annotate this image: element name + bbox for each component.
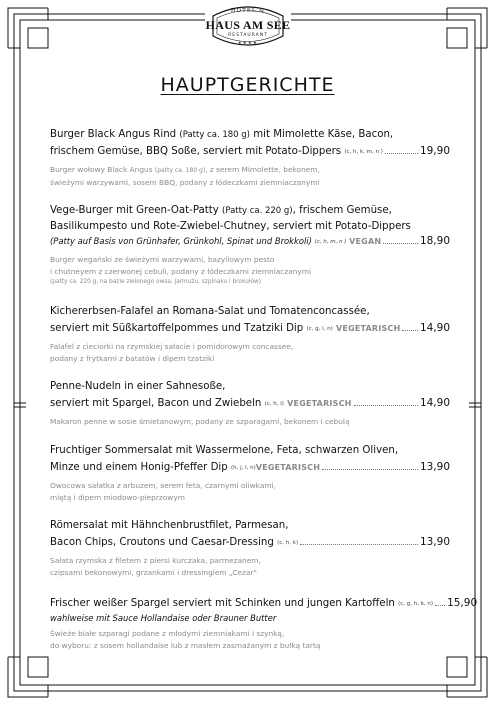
diet-tag: VEGETARISCH — [336, 324, 401, 333]
logo-brand-name: HAUS AM SEE — [205, 18, 291, 32]
item-price-line: (Patty auf Basis von Grünhafer, Grünkohl, Spinat und Brokkoli) (c, h, m, n ) VEGAN 18,90 — [50, 235, 450, 247]
menu-item-summer-salad — [50, 443, 450, 503]
diet-tag: VEGETARISCH — [287, 399, 352, 408]
item-price-line: Frischer weißer Spargel serviert mit Schinken und jungen Kartoffeln (c, g, h, k, n) 15,90 — [50, 597, 478, 609]
item-line-1: Burger Black Angus Rind (Patty ca. 180 g) mit Mimolette Käse, Bacon, — [50, 129, 394, 140]
item-price-line: serviert mit Süßkartoffelpommes und Tzatziki Dip (c, g, l, n) VEGETARISCH 14,90 — [50, 322, 450, 334]
item-line-2: Basilikumpesto und Rote-Zwiebel-Chutney, serviert mit Potato-Dippers — [50, 221, 411, 232]
polish-description: Falafel z cieciorki na rzymskiej sałacie i pomidorowym concassee, — [50, 342, 294, 351]
diet-tag: VEGETARISCH — [255, 463, 321, 472]
item-line-1: Fruchtiger Sommersalat mit Wassermelone, Feta, schwarzen Oliven, — [50, 445, 399, 456]
allergen-codes: (c, h, k, m, n ) — [344, 149, 383, 155]
item-price: 14,90 — [419, 322, 450, 334]
allergen-codes: (c, h, i) — [264, 401, 284, 407]
restaurant-logo — [205, 2, 291, 52]
menu-item-burger-angus — [50, 127, 450, 188]
page-title — [0, 74, 495, 96]
item-line-1: Vege-Burger mit Green-Oat-Patty (Patty ca. 220 g), frischem Gemüse, — [50, 205, 392, 216]
allergen-codes: (c, g, h, k, n) — [398, 601, 434, 607]
diet-tag: VEGAN — [349, 237, 382, 246]
polish-description: Owocowa sałatka z arbuzem, serem feta, czarnymi oliwkami, — [50, 481, 276, 490]
polish-description-2: i chutneyem z czerwonej cebuli, podany z łódeczkami ziemniaczanymi — [50, 266, 312, 276]
polish-description-3: (patty ca. 220 g, na bazie zielonego owsa, jarmużu, szpinaku i brokułów) — [50, 279, 262, 285]
item-price: 19,90 — [419, 145, 450, 157]
item-price: 15,90 — [447, 597, 478, 609]
item-price: 13,90 — [419, 461, 450, 473]
polish-description: Sałata rzymska z filetem z piersi kurczaka, parmezanem, — [50, 556, 261, 565]
item-price-line: Bacon Chips, Croutons und Caesar-Dressing (c, h, k) 13,90 — [50, 536, 450, 548]
polish-description: Burger wołowy Black Angus (patty ca. 180 g), z serem Mimolette, bekonem, — [50, 165, 320, 174]
item-price: 14,90 — [419, 397, 450, 409]
menu-item-vege-burger — [50, 203, 450, 288]
menu-item-asparagus — [50, 595, 478, 651]
polish-description-2: świeżymi warzywami, sosem BBQ, podany z łódeczkami ziemniaczanymi — [50, 177, 320, 187]
item-price: 13,90 — [419, 536, 450, 548]
polish-description: Świeże białe szparagi podane z młodymi ziemniakami i szynką, — [50, 629, 285, 638]
polish-description-2: miętą i dipem miodowo-pieprzowym — [50, 492, 185, 502]
item-price-line: Minze und einem Honig-Pfeffer Dip (h, j, l, n)VEGETARISCH 13,90 — [50, 461, 450, 473]
menu-item-penne — [50, 379, 450, 428]
allergen-codes: (h, j, l, n) — [230, 465, 256, 471]
polish-description-2: do wyboru: z sosem hollandaise lub z masłem zasmażanym z bułką tartą — [50, 640, 321, 650]
item-price: 18,90 — [419, 235, 450, 247]
page-title-text: HAUPTGERICHTE — [160, 74, 335, 96]
logo-hotel-text: HOTEL & — [230, 8, 266, 14]
allergen-codes: (c, h, m, n ) — [314, 239, 347, 245]
item-line-1: Kichererbsen-Falafel an Romana-Salat und Tomatenconcassée, — [50, 306, 370, 317]
polish-description-2: czipsami bekonowymi, grzankami i dressingiem „Cezar" — [50, 567, 257, 577]
logo-restaurant-text: RESTAURANT — [228, 33, 268, 38]
item-line-1: Penne-Nudeln in einer Sahnesoße, — [50, 381, 226, 392]
menu-item-caesar-salad — [50, 518, 450, 578]
logo-stars: ★★★★ — [237, 40, 259, 45]
polish-description: Makaron penne w sosie śmietanowym, podany ze szparagami, bekonem i cebulą — [50, 417, 350, 426]
allergen-codes: (c, g, l, n) — [306, 326, 333, 332]
allergen-codes: (c, h, k) — [277, 540, 299, 546]
item-price-line: serviert mit Spargel, Bacon und Zwiebeln (c, h, i) VEGETARISCH 14,90 — [50, 397, 450, 409]
item-note: wahlweise mit Sauce Hollandaise oder Brauner Butter — [50, 613, 277, 623]
polish-description-2: podany z frytkami z batatów i dipem tzatziki — [50, 353, 215, 363]
menu-item-falafel — [50, 304, 450, 364]
item-price-line: frischem Gemüse, BBQ Soße, serviert mit Potato-Dippers (c, h, k, m, n ) 19,90 — [50, 145, 450, 157]
item-line-1: Römersalat mit Hähnchenbrustfilet, Parmesan, — [50, 520, 289, 531]
polish-description: Burger wegański ze świeżymi warzywami, bazyliowym pesto — [50, 255, 275, 264]
